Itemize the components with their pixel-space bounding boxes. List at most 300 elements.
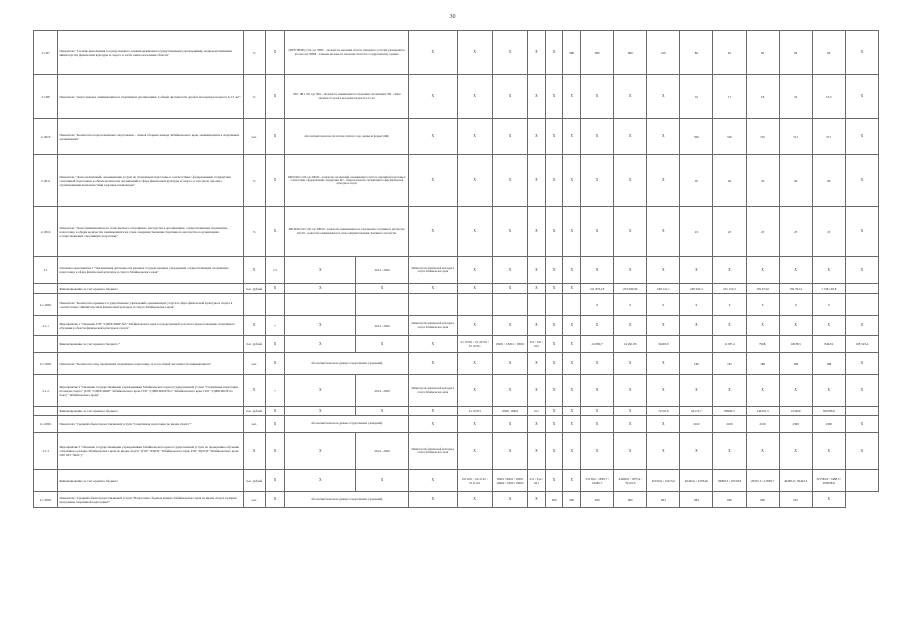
table-cell bbox=[492, 294, 527, 316]
table-cell: 9 bbox=[746, 294, 779, 316]
table-cell: Х bbox=[812, 492, 845, 508]
table-cell: 23 bbox=[779, 207, 812, 257]
table-cell: Х bbox=[492, 31, 527, 75]
table-cell: Х bbox=[409, 407, 458, 416]
table-cell: 43480,6 / 1875,4 / 79116,0 bbox=[614, 470, 647, 492]
table-cell: Х bbox=[680, 375, 713, 407]
table-cell: Х bbox=[845, 375, 878, 407]
table-row bbox=[34, 407, 879, 416]
table-cell: 248 202,3 bbox=[680, 284, 713, 294]
table-cell: 510 bbox=[746, 119, 779, 155]
table-cell: ЧЗО / ЧН x 100, где: ЧЗО – численность занимающихся в спортивных организациях; ЧН – общая численность детей и молодежи в возрасте 6–15 лет bbox=[285, 75, 409, 119]
table-row bbox=[34, 75, 879, 119]
table-cell: % bbox=[243, 207, 265, 257]
table-cell: Х bbox=[457, 31, 492, 75]
table-cell: Х bbox=[812, 316, 845, 336]
table-cell: Х bbox=[409, 284, 458, 294]
table-row bbox=[34, 316, 879, 336]
table-cell: Х bbox=[265, 31, 285, 75]
row-description-cell: Основное мероприятие 1 "Организация деятельности краевых государственных учреждений, осуществляющих спортивную подготовку, в сфере физической культуры и спорта Забайкальского края" bbox=[58, 257, 243, 284]
table-cell: Х bbox=[492, 433, 527, 470]
table-cell: Х bbox=[409, 492, 458, 508]
table-cell bbox=[457, 294, 492, 316]
table-cell: Х bbox=[581, 407, 614, 416]
table-cell: Х bbox=[409, 470, 458, 492]
table-cell: 980 bbox=[614, 31, 647, 75]
table-cell: Х bbox=[285, 470, 356, 492]
table-cell: 500 bbox=[680, 119, 713, 155]
table-cell: Х bbox=[492, 207, 527, 257]
table-cell: + bbox=[265, 375, 285, 407]
row-code-cell: 2.1.3 bbox=[34, 433, 58, 470]
table-cell: 2300 bbox=[779, 416, 812, 433]
page-number: 30 bbox=[449, 14, 456, 20]
table-cell: Х bbox=[545, 407, 563, 416]
table-cell: 684 bbox=[680, 492, 713, 508]
row-code-cell bbox=[34, 284, 58, 294]
table-cell: 86999,5 bbox=[713, 407, 746, 416]
table-cell: Х bbox=[647, 316, 680, 336]
table-cell: 9 bbox=[680, 294, 713, 316]
table-cell: Х bbox=[528, 284, 546, 294]
table-cell: Х bbox=[614, 353, 647, 375]
table-cell: Х bbox=[528, 207, 546, 257]
program-table bbox=[33, 30, 879, 508]
row-code-cell: 2.1П8 bbox=[34, 75, 58, 119]
table-cell: 23 bbox=[713, 207, 746, 257]
table-cell: КФСП/КО x 100, где: КФСП – количество организаций, оказывающих услуги по спортивной подготовке в соответствии с федеральными стандартами; КО – общее количество организаций в сфере физической культуры и спорта bbox=[285, 155, 409, 207]
table-cell: Х bbox=[492, 316, 527, 336]
table-cell: Х bbox=[545, 416, 563, 433]
table-cell: Х bbox=[545, 336, 563, 353]
table-cell: Х bbox=[779, 433, 812, 470]
row-description-cell: Показатель "Доля занимающихся на этапе высшего спортивного мастерства в организациях, осуществляющих спортивную подготовку, в общем количестве занимающихся на этапе совершенствования спортивного мастерства в организациях, осуществляющих спортивную подготовку" bbox=[58, 207, 243, 257]
table-cell: Х bbox=[563, 316, 581, 336]
table-cell bbox=[285, 294, 356, 316]
table-cell: 188 bbox=[746, 353, 779, 375]
table-cell: Х bbox=[647, 257, 680, 284]
table-cell: Х bbox=[545, 353, 563, 375]
row-code-cell: 2.1П11 bbox=[34, 155, 58, 207]
table-cell: 9 bbox=[647, 294, 680, 316]
table-cell: Министерство физической культуры и спорта Забайкальского края bbox=[409, 257, 458, 284]
row-code-cell: 2.1П10 bbox=[34, 119, 58, 155]
table-cell: Х bbox=[528, 119, 546, 155]
table-cell: 2300 bbox=[812, 416, 845, 433]
table-cell: Х bbox=[563, 353, 581, 375]
table-cell: Х bbox=[243, 257, 265, 284]
row-description-cell: Показатель "Доля организаций, оказывающих услуги по спортивной подготовке в соответствии с федеральными стандартами спортивной подготовки, в общем количестве организаций в сфере физической культуры и спорта, в том числе для лиц с ограниченными возможностями здоровья и инвалидов" bbox=[58, 155, 243, 207]
table-cell: Х bbox=[563, 119, 581, 155]
table-cell: 517 bbox=[812, 119, 845, 155]
table-cell: 2014 - 2020 bbox=[356, 433, 409, 470]
table-cell: Х bbox=[680, 433, 713, 470]
table-cell: 23 bbox=[680, 207, 713, 257]
table-cell: Х bbox=[265, 416, 285, 433]
table-cell: Х bbox=[779, 316, 812, 336]
table-cell: Министерство физической культуры и спорта Забайкальского края bbox=[409, 433, 458, 470]
table-cell: Х bbox=[528, 316, 546, 336]
row-description-cell: Показатель "Количество подготовленных спортсменов – членов сборных команд Забайкальского края, занимающихся в спортивных организациях" bbox=[58, 119, 243, 155]
table-cell: Х bbox=[563, 433, 581, 470]
table-cell: 64172,7 bbox=[680, 407, 713, 416]
table-cell: Х bbox=[581, 75, 614, 119]
table-cell: 682 bbox=[614, 492, 647, 508]
table-row bbox=[34, 492, 879, 508]
table-cell: 24 089,7 bbox=[581, 336, 614, 353]
table-cell: Х bbox=[492, 375, 527, 407]
table-cell: Х bbox=[243, 433, 265, 470]
table-cell: Х bbox=[614, 316, 647, 336]
table-cell: Х bbox=[647, 416, 680, 433]
table-cell: Х bbox=[845, 31, 878, 75]
row-description-cell: Мероприятие 2 "Оказание государственными учреждениями Забайкальского края государственной услуги "Спортивная подготовка по видам спорта" (ГОУ "СДЮСШОР" Забайкальского края, ГОУ "СДЮСШОР №2" Забайкальского края, ГОУ "СДЮСШОР по боксу" Забайкальского края)" bbox=[58, 375, 243, 407]
table-cell: Х bbox=[409, 75, 458, 119]
table-row bbox=[34, 375, 879, 407]
table-cell: 18201 18401 bbox=[492, 407, 527, 416]
table-cell: Х bbox=[713, 316, 746, 336]
table-cell: Х bbox=[614, 407, 647, 416]
table-cell: 100 bbox=[647, 31, 680, 75]
table-cell: Х bbox=[647, 353, 680, 375]
table-cell: 53130,0 / 1836,7 / 43482,7 bbox=[581, 470, 614, 492]
table-cell: 18 bbox=[746, 75, 779, 119]
table-cell: Х bbox=[545, 375, 563, 407]
table-cell: Х bbox=[845, 75, 878, 119]
table-cell: 690 bbox=[545, 492, 563, 508]
table-row bbox=[34, 31, 879, 75]
table-cell: Х bbox=[845, 155, 878, 207]
table-cell: 29858,3 / 19518,8 bbox=[713, 470, 746, 492]
table-cell: тыс. рублей bbox=[243, 336, 265, 353]
table-cell: Х bbox=[545, 316, 563, 336]
table-cell bbox=[845, 294, 878, 316]
table-row bbox=[34, 470, 879, 492]
table-row bbox=[34, 294, 879, 316]
table-cell: 188 bbox=[779, 353, 812, 375]
table-cell: Х bbox=[563, 470, 581, 492]
table-cell: Х bbox=[285, 316, 356, 336]
table-cell: 980 bbox=[581, 31, 614, 75]
table-cell: Х bbox=[265, 284, 285, 294]
table-cell: 50 bbox=[746, 155, 779, 207]
table-cell: 18201 / 18201 / 18501 bbox=[492, 336, 527, 353]
table-cell: 25 bbox=[812, 207, 845, 257]
table-cell: чел. bbox=[243, 119, 265, 155]
table-cell: % bbox=[243, 31, 265, 75]
table-cell: Х bbox=[457, 119, 492, 155]
table-cell: Х bbox=[528, 433, 546, 470]
table-cell: Х bbox=[457, 492, 492, 508]
table-cell: Х bbox=[285, 407, 356, 416]
table-cell: 2100 bbox=[713, 416, 746, 433]
table-cell: 149181,3 bbox=[746, 407, 779, 416]
table-cell: 20 bbox=[680, 155, 713, 207]
table-cell: Х bbox=[581, 375, 614, 407]
table-cell: Абсолютный показатель (по итогам отчетного года, данные из формы 5-ФК) bbox=[285, 119, 409, 155]
table-cell: 45016,0 / 15413,0 bbox=[647, 470, 680, 492]
table-cell: 211 876,18 bbox=[581, 284, 614, 294]
table-cell: Х bbox=[265, 155, 285, 207]
table-cell: 159 792,2 bbox=[779, 284, 812, 294]
table-cell: 40 bbox=[713, 155, 746, 207]
table-cell: Х bbox=[614, 375, 647, 407]
table-cell: Х bbox=[356, 336, 409, 353]
table-cell: Х bbox=[581, 155, 614, 207]
table-cell: Х bbox=[581, 353, 614, 375]
table-cell: Х bbox=[265, 336, 285, 353]
table-cell bbox=[545, 294, 563, 316]
table-cell: Х bbox=[713, 257, 746, 284]
table-cell: 980 bbox=[563, 31, 581, 75]
table-cell: Х bbox=[812, 257, 845, 284]
row-description-cell: Финансирование за счет краевого бюджета bbox=[58, 407, 243, 416]
row-code-cell: 2.1.3П01 bbox=[34, 492, 58, 508]
table-cell: Х bbox=[545, 119, 563, 155]
row-description-cell: Финансирование за счет краевого бюджета * bbox=[58, 336, 243, 353]
table-cell: Х bbox=[409, 207, 458, 257]
table-cell: Х bbox=[845, 416, 878, 433]
table-cell: Х bbox=[545, 257, 563, 284]
table-cell: Х bbox=[647, 375, 680, 407]
table-cell: Х bbox=[545, 75, 563, 119]
table-cell: Х bbox=[265, 119, 285, 155]
row-description-cell: Показатель "Средний объем предоставляемой услуги "Спортивная подготовка по видам спорта"" bbox=[58, 416, 243, 433]
table-cell: Х bbox=[492, 284, 527, 294]
table-row bbox=[34, 155, 879, 207]
table-cell: Х bbox=[356, 284, 409, 294]
table-cell: 611 / 611 / 612 bbox=[528, 336, 546, 353]
table-cell: 584786,8 bbox=[812, 407, 845, 416]
table-cell: Х bbox=[581, 316, 614, 336]
table-cell: Х bbox=[457, 207, 492, 257]
table-cell: Х bbox=[457, 257, 492, 284]
table-cell: Х bbox=[285, 375, 356, 407]
table-cell: Х bbox=[614, 257, 647, 284]
table-cell: Х bbox=[746, 257, 779, 284]
table-cell: 18201 18401 / 18201 18402 / 18201 18402 bbox=[492, 470, 527, 492]
table-cell: Х bbox=[545, 470, 563, 492]
row-description-cell: Мероприятие 1 "Оказание ГОУ "СДЮСШОР №3" Забайкальского края государственной услуги по предоставлению спортивного обучения в области физической культуры и спорта" bbox=[58, 316, 243, 336]
table-cell: Х bbox=[812, 375, 845, 407]
table-cell: Х bbox=[243, 375, 265, 407]
table-cell bbox=[845, 407, 878, 416]
row-code-cell: 2.1.1 bbox=[34, 316, 58, 336]
table-cell: Х bbox=[409, 31, 458, 75]
table-cell: Х bbox=[265, 407, 285, 416]
table-cell: Х bbox=[409, 119, 458, 155]
table-cell: Абсолютный показатель (данные государственных учреждений) bbox=[285, 416, 409, 433]
table-cell: 60 bbox=[779, 155, 812, 207]
table-cell: Х bbox=[746, 375, 779, 407]
table-cell: Х bbox=[528, 155, 546, 207]
table-cell: 2014 - 2020 bbox=[356, 316, 409, 336]
table-cell: Х bbox=[845, 207, 878, 257]
table-cell: Х bbox=[845, 353, 878, 375]
table-cell: Х bbox=[779, 375, 812, 407]
table-cell: 7968, bbox=[746, 336, 779, 353]
table-cell: Х bbox=[265, 207, 285, 257]
table-cell: Х bbox=[845, 433, 878, 470]
table-cell: Х bbox=[779, 257, 812, 284]
row-code-cell bbox=[34, 336, 58, 353]
table-cell: Х bbox=[563, 75, 581, 119]
table-cell: 188 bbox=[812, 353, 845, 375]
table-cell: Х bbox=[614, 75, 647, 119]
table-cell: Х bbox=[243, 316, 265, 336]
table-row bbox=[34, 257, 879, 284]
table-cell: Х bbox=[545, 155, 563, 207]
table-cell: Х bbox=[457, 75, 492, 119]
table-cell: 01 10703 bbox=[457, 407, 492, 416]
table-cell: тыс. рублей bbox=[243, 470, 265, 492]
table-cell: Х bbox=[647, 75, 680, 119]
table-cell: Х bbox=[492, 155, 527, 207]
table-cell: 9 bbox=[713, 294, 746, 316]
table-cell: 19,5 bbox=[812, 75, 845, 119]
table-cell: Х bbox=[457, 155, 492, 207]
table-cell: Х bbox=[409, 416, 458, 433]
table-cell: Х bbox=[285, 257, 356, 284]
table-cell: 685 bbox=[713, 492, 746, 508]
table-cell: Х bbox=[845, 316, 878, 336]
table-cell: 2102 bbox=[680, 416, 713, 433]
table-cell: КВСМ/КССМ x 100, где: КВСМ – количество занимающихся на этапе высшего спортивного мастерства; КССМ – количество занимающихся на этапе совершенствования спортивного мастерства bbox=[285, 207, 409, 257]
table-row bbox=[34, 284, 879, 294]
table-cell: Х bbox=[457, 416, 492, 433]
table-cell: 690 bbox=[563, 492, 581, 508]
table-cell: Х bbox=[528, 375, 546, 407]
table-cell: 2100 bbox=[746, 416, 779, 433]
table-cell: Х bbox=[581, 416, 614, 433]
table-cell: 10038,5 bbox=[779, 336, 812, 353]
table-cell: 1,5 bbox=[265, 257, 285, 284]
table-cell: Х bbox=[492, 353, 527, 375]
row-description-cell: Показатель "Доля граждан, занимающихся в спортивных организациях, в общей численности детей и молодежи в возрасте 6–15 лет" bbox=[58, 75, 243, 119]
table-cell: чел. bbox=[243, 492, 265, 508]
table-cell: 515 bbox=[779, 119, 812, 155]
table-cell: Министерство физической культуры и спорта Забайкальского края bbox=[409, 375, 458, 407]
table-cell: Х bbox=[581, 119, 614, 155]
table-cell: Х bbox=[713, 375, 746, 407]
table-cell: Х bbox=[545, 31, 563, 75]
table-cell: 108 323,4 bbox=[845, 336, 878, 353]
table-cell: Х bbox=[265, 492, 285, 508]
table-cell: (ЧНЗУ/ЧНЗФ) х 100, где: ЧНЗУ – численность населения области, охваченного услугами учреждений по итогам года; ЧНЗФ – плановая численность населения области по государственному заданию bbox=[285, 31, 409, 75]
table-cell: Х bbox=[545, 207, 563, 257]
table-cell: 01 10701 / 01 10701 / 01 10701 bbox=[457, 336, 492, 353]
table-cell: Х bbox=[647, 119, 680, 155]
table-cell: Х bbox=[285, 336, 356, 353]
table-cell: Х bbox=[563, 207, 581, 257]
table-cell: Х bbox=[409, 353, 458, 375]
table-cell: Х bbox=[647, 155, 680, 207]
table-cell bbox=[409, 294, 458, 316]
table-cell: чел. bbox=[243, 416, 265, 433]
table-cell: 80 bbox=[812, 155, 845, 207]
row-code-cell: 2.1.2П01 bbox=[34, 416, 58, 433]
table-cell: 221 152,5 bbox=[713, 284, 746, 294]
table-cell: Х bbox=[545, 433, 563, 470]
table-cell: Х bbox=[845, 119, 878, 155]
table-cell: Х bbox=[563, 155, 581, 207]
table-cell: Х bbox=[492, 416, 527, 433]
row-code-cell: 2.1П7 bbox=[34, 31, 58, 75]
table-cell: Х bbox=[845, 257, 878, 284]
table-cell: Х bbox=[563, 407, 581, 416]
row-description-cell: Показатель "Средний объем предоставляемой услуги "Подготовка сборных команд Забайкальского края по видам спорта в рамках программы спортивной подготовки"" bbox=[58, 492, 243, 508]
table-cell: 159 074,6 bbox=[746, 284, 779, 294]
table-cell: Х bbox=[265, 433, 285, 470]
row-code-cell: 2.1.1П01 bbox=[34, 353, 58, 375]
table-cell: 72745,9 bbox=[647, 407, 680, 416]
row-code-cell bbox=[34, 470, 58, 492]
table-cell: Х bbox=[563, 257, 581, 284]
table-cell: 186 bbox=[680, 353, 713, 375]
table-row bbox=[34, 207, 879, 257]
table-cell: Х bbox=[409, 155, 458, 207]
table-cell: 82 bbox=[746, 31, 779, 75]
table-cell: 40445,0 / 22784,0 bbox=[680, 470, 713, 492]
table-cell: % bbox=[243, 155, 265, 207]
table-cell: 8462,9 bbox=[812, 336, 845, 353]
table-cell: Х bbox=[457, 375, 492, 407]
table-cell: Х bbox=[647, 207, 680, 257]
table-cell: Х bbox=[265, 353, 285, 375]
table-cell: Х bbox=[680, 257, 713, 284]
table-cell: 20567,3 / 21838,7 bbox=[746, 470, 779, 492]
table-cell: 80 bbox=[680, 31, 713, 75]
table-cell: Х bbox=[581, 433, 614, 470]
table-cell: 2014 - 2020 bbox=[356, 375, 409, 407]
table-cell: Х bbox=[265, 75, 285, 119]
table-cell: Х bbox=[581, 257, 614, 284]
table-cell: Абсолютный показатель (данные государственных учреждений) bbox=[285, 353, 409, 375]
table-cell bbox=[528, 294, 546, 316]
row-description-cell: Показатель "Количество краевых государственных учреждений, оказывающих услуги в сфере физической культуры и спорта в соответствии с Министерством физической культуры и спорта Забайкальского края" bbox=[58, 294, 243, 316]
table-cell: Х bbox=[409, 336, 458, 353]
table-cell bbox=[845, 284, 878, 294]
row-code-cell: 2.1 bbox=[34, 257, 58, 284]
table-cell bbox=[265, 294, 285, 316]
table-cell: 505 bbox=[713, 119, 746, 155]
table-cell: Абсолютный показатель (данные государственных учреждений) bbox=[285, 492, 409, 508]
table-cell: Х bbox=[265, 470, 285, 492]
table-cell: Х bbox=[563, 375, 581, 407]
table-cell: 11187,4 bbox=[713, 336, 746, 353]
table-cell: Х bbox=[647, 433, 680, 470]
table-cell: 187 bbox=[713, 353, 746, 375]
table-cell: Х bbox=[746, 433, 779, 470]
table-cell: Х bbox=[492, 119, 527, 155]
table-cell: 9 bbox=[614, 294, 647, 316]
table-cell: Х bbox=[528, 492, 546, 508]
table-cell: Х bbox=[285, 284, 356, 294]
table-cell: 611 / 612 / 621 bbox=[528, 470, 546, 492]
table-cell: + bbox=[265, 316, 285, 336]
table-cell: 81 bbox=[713, 31, 746, 75]
table-cell: Х bbox=[746, 316, 779, 336]
table-row bbox=[34, 433, 879, 470]
table-cell: % bbox=[243, 75, 265, 119]
table-cell: Х bbox=[457, 353, 492, 375]
row-description-cell: Показатель "Степень выполнения государственного задания краевыми государственными учреждениями, подведомственными министерству физической культуры и спорта, в части охвата населения области" bbox=[58, 31, 243, 75]
table-row bbox=[34, 336, 879, 353]
table-cell: Х bbox=[545, 284, 563, 294]
row-code-cell: 2.1П16 bbox=[34, 207, 58, 257]
table-cell bbox=[845, 470, 878, 492]
table-cell: 46485,9 / 39443,3 bbox=[779, 470, 812, 492]
